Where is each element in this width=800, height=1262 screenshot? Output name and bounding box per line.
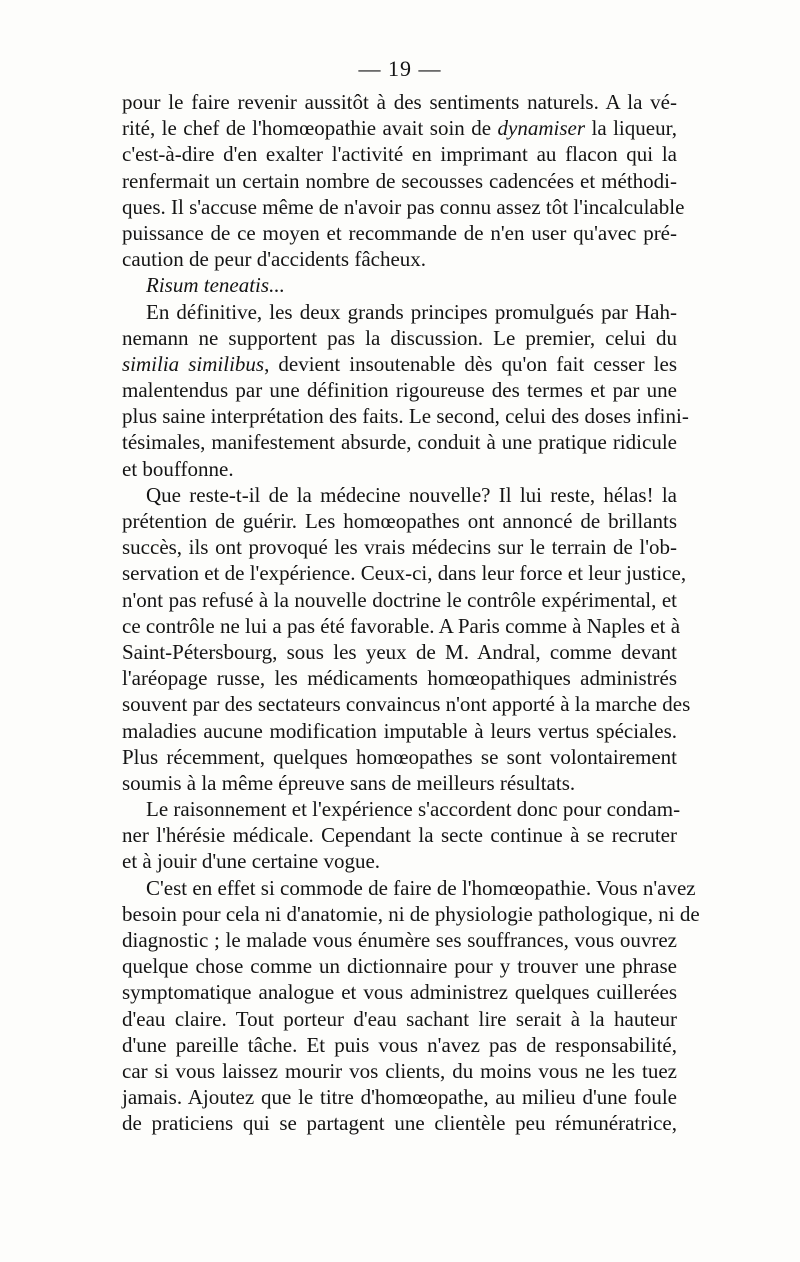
- text-line: succès, ils ont provoqué les vrais médecins sur le terrain de l'ob-: [122, 535, 677, 560]
- paragraph: [122, 299, 689, 482]
- text-line: quelque chose comme un dictionnaire pour y trouver une phrase: [122, 954, 677, 979]
- paragraph: [122, 875, 700, 1137]
- text-line: ques. Il s'accuse même de n'avoir pas connu assez tôt l'incalculable: [122, 194, 685, 219]
- body-text: [122, 89, 700, 1137]
- text-line: c'est-à-dire d'en exalter l'activité en imprimant au flacon qui la: [122, 142, 677, 167]
- text-line: et à jouir d'une certaine vogue.: [122, 849, 381, 874]
- text-line: l'aréopage russe, les médicaments homœopathiques administrés: [122, 666, 677, 691]
- text-line: tésimales, manifestement absurde, conduit à une pratique ridicule: [122, 430, 677, 455]
- text-line: prétention de guérir. Les homœopathes ont annoncé de brillants: [122, 509, 677, 533]
- text-line: Saint-Pétersbourg, sous les yeux de M. Andral, comme devant: [122, 639, 677, 664]
- text-line: caution de peur d'accidents fâcheux.: [122, 247, 427, 272]
- paragraph: [122, 89, 685, 272]
- text-line: rité, le chef de l'homœopathie avait soin de dynamiser la liqueur,: [122, 116, 677, 141]
- paragraph: [122, 796, 681, 875]
- text-line: Plus récemment, quelques homœopathes se sont volontairement: [122, 744, 677, 769]
- text-line: de praticiens qui se partagent une clientèle peu rémunératrice,: [122, 1111, 677, 1136]
- text-line: nemann ne supportent pas la discussion. Le premier, celui du: [122, 325, 677, 350]
- text-line: et bouffonne.: [122, 456, 234, 481]
- text-line: souvent par des sectateurs convaincus n'ont apporté à la marche des: [122, 692, 691, 717]
- text-line: d'une pareille tâche. Et puis vous n'avez pas de responsabilité,: [122, 1032, 677, 1057]
- text-line: ce contrôle ne lui a pas été favorable. A Paris comme à Naples et à: [122, 613, 681, 638]
- text-line: similia similibus, devient insoutenable dès qu'on fait cesser les: [122, 351, 677, 376]
- page-number: — 19 —: [358, 56, 442, 81]
- text-line: renfermait un certain nombre de secousses cadencées et méthodi-: [122, 168, 677, 193]
- text-line: besoin pour cela ni d'anatomie, ni de physiologie pathologique, ni de: [122, 901, 700, 926]
- text-line: soumis à la même épreuve sans de meilleurs résultats.: [122, 770, 576, 795]
- text-line: pour le faire revenir aussitôt à des sentiments naturels. A la vé-: [122, 90, 677, 114]
- text-line: puissance de ce moyen et recommande de n'en user qu'avec pré-: [122, 220, 677, 245]
- text-line: maladies aucune modification imputable à leurs vertus spéciales.: [122, 718, 677, 743]
- text-line: diagnostic ; le malade vous énumère ses souffrances, vous ouvrez: [122, 928, 677, 952]
- paragraph: [122, 272, 677, 298]
- text-line: servation et de l'expérience. Ceux-ci, dans leur force et leur justice,: [122, 561, 687, 586]
- text-line: d'eau claire. Tout porteur d'eau sachant lire serait à la hauteur: [122, 1006, 677, 1031]
- text-line: symptomatique analogue et vous administrez quelques cuillerées: [122, 980, 677, 1005]
- text-line: ner l'hérésie médicale. Cependant la secte continue à se recruter: [122, 823, 677, 848]
- text-line: Que reste-t-il de la médecine nouvelle? Il lui reste, hélas! la: [146, 482, 677, 507]
- paragraph: [122, 482, 691, 796]
- text-line: malentendus par une définition rigoureuse des termes et par une: [122, 378, 677, 403]
- text-line: En définitive, les deux grands principes promulgués par Hah-: [146, 299, 677, 324]
- text-line: jamais. Ajoutez que le titre d'homœopathe, au milieu d'une foule: [122, 1085, 677, 1110]
- text-line: C'est en effet si commode de faire de l'homœopathie. Vous n'avez: [146, 875, 696, 900]
- text-line: Risum teneatis...: [146, 273, 285, 298]
- text-line: plus saine interprétation des faits. Le second, celui des doses infini-: [122, 404, 689, 429]
- text-line: car si vous laissez mourir vos clients, du moins vous ne les tuez: [122, 1058, 677, 1083]
- text-line: n'ont pas refusé à la nouvelle doctrine le contrôle expérimental, et: [122, 587, 677, 612]
- text-line: Le raisonnement et l'expérience s'accordent donc pour condam-: [146, 797, 681, 822]
